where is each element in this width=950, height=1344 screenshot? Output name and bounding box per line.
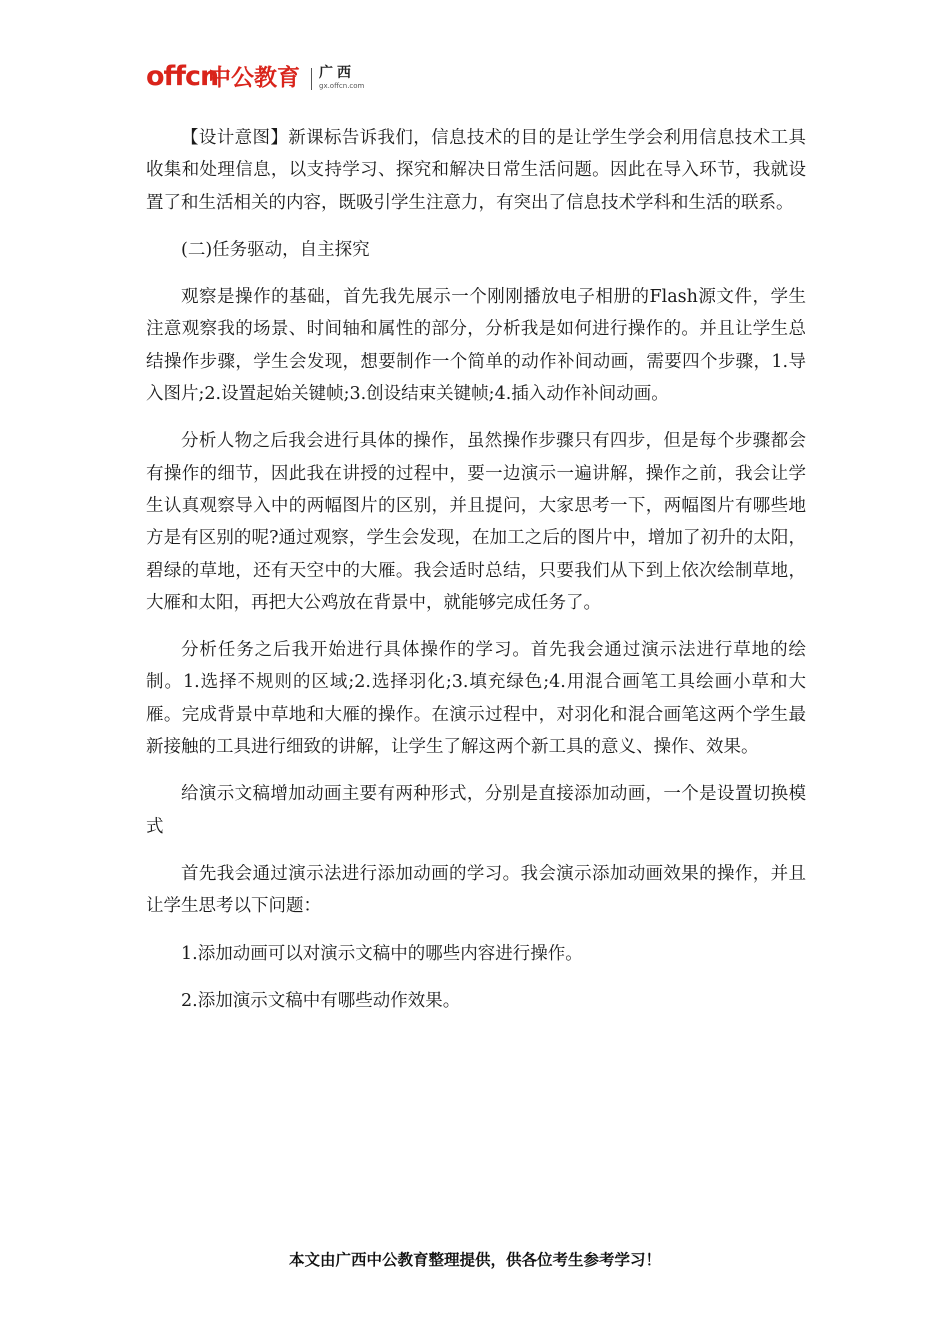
paragraph-animation-forms: 给演示文稿增加动画主要有两种形式，分别是直接添加动画，一个是设置切换模式: [146, 784, 806, 837]
paragraph-task-learning: 分析任务之后我开始进行具体操作的学习。首先我会通过演示法进行草地的绘制。1.选择不规则的区域;2.选择羽化;3.填充绿色;4.用混合画笔工具绘画小草和大雁。完成背景中草地和大雁的操作。在演示过程中，对羽化和混合画笔这两个学生最新接触的工具进行细致的讲解，让学生了解这两个新工具的意义、操作、效果。: [146, 640, 806, 758]
footer-note: 本文由广西中公教育整理提供，供各位考生参考学习！: [288, 1251, 661, 1269]
question-item-2: 2.添加演示文稿中有哪些动作效果。: [181, 990, 461, 1011]
logo-offcn-text: offcn: [146, 61, 219, 92]
paragraph-analysis: 分析人物之后我会进行具体的操作，虽然操作步骤只有四步，但是每个步骤都会有操作的细节，因此我在讲授的过程中，要一边演示一遍讲解，操作之前，我会让学生认真观察导入中的两幅图片的区别，并且提问，大家思考一下，两幅图片有哪些地方是有区别的呢?通过观察，学生会发现，在加工之后的图片中，增加了初升的太阳，碧绿的草地，还有天空中的大雁。我会适时总结，只要我们从下到上依次绘制草地，大雁和太阳，再把大公鸡放在背景中，就能够完成任务了。: [146, 431, 806, 613]
logo-divider: [311, 68, 312, 90]
logo-region: 广西: [319, 65, 355, 81]
header-logo: [146, 60, 546, 100]
document-body: [146, 122, 806, 1032]
paragraph-observation: 观察是操作的基础，首先我先展示一个刚刚播放电子相册的Flash源文件，学生注意观察我的场景、时间轴和属性的部分，分析我是如何进行操作的。并且让学生总结操作步骤，学生会发现，想要制作一个简单的动作补间动画，需要四个步骤，1.导入图片;2.设置起始关键帧;3.创设结束关键帧;4.插入动作补间动画。: [146, 287, 806, 405]
logo-url: gx.offcn.com: [319, 82, 365, 90]
question-item-1: 1.添加动画可以对演示文稿中的哪些内容进行操作。: [181, 943, 583, 964]
paragraph-design-intent: 【设计意图】新课标告诉我们，信息技术的目的是让学生学会利用信息技术工具收集和处理信息，以支持学习、探究和解决日常生活问题。因此在导入环节，我就设置了和生活相关的内容，既吸引学生注意力，有突出了信息技术学科和生活的联系。: [146, 128, 806, 213]
logo-brand-name: 中公教育: [208, 65, 300, 91]
section-heading: (二)任务驱动，自主探究: [181, 239, 370, 260]
paragraph-animation-demo: 首先我会通过演示法进行添加动画的学习。我会演示添加动画效果的操作，并且让学生思考以下问题：: [146, 863, 806, 917]
